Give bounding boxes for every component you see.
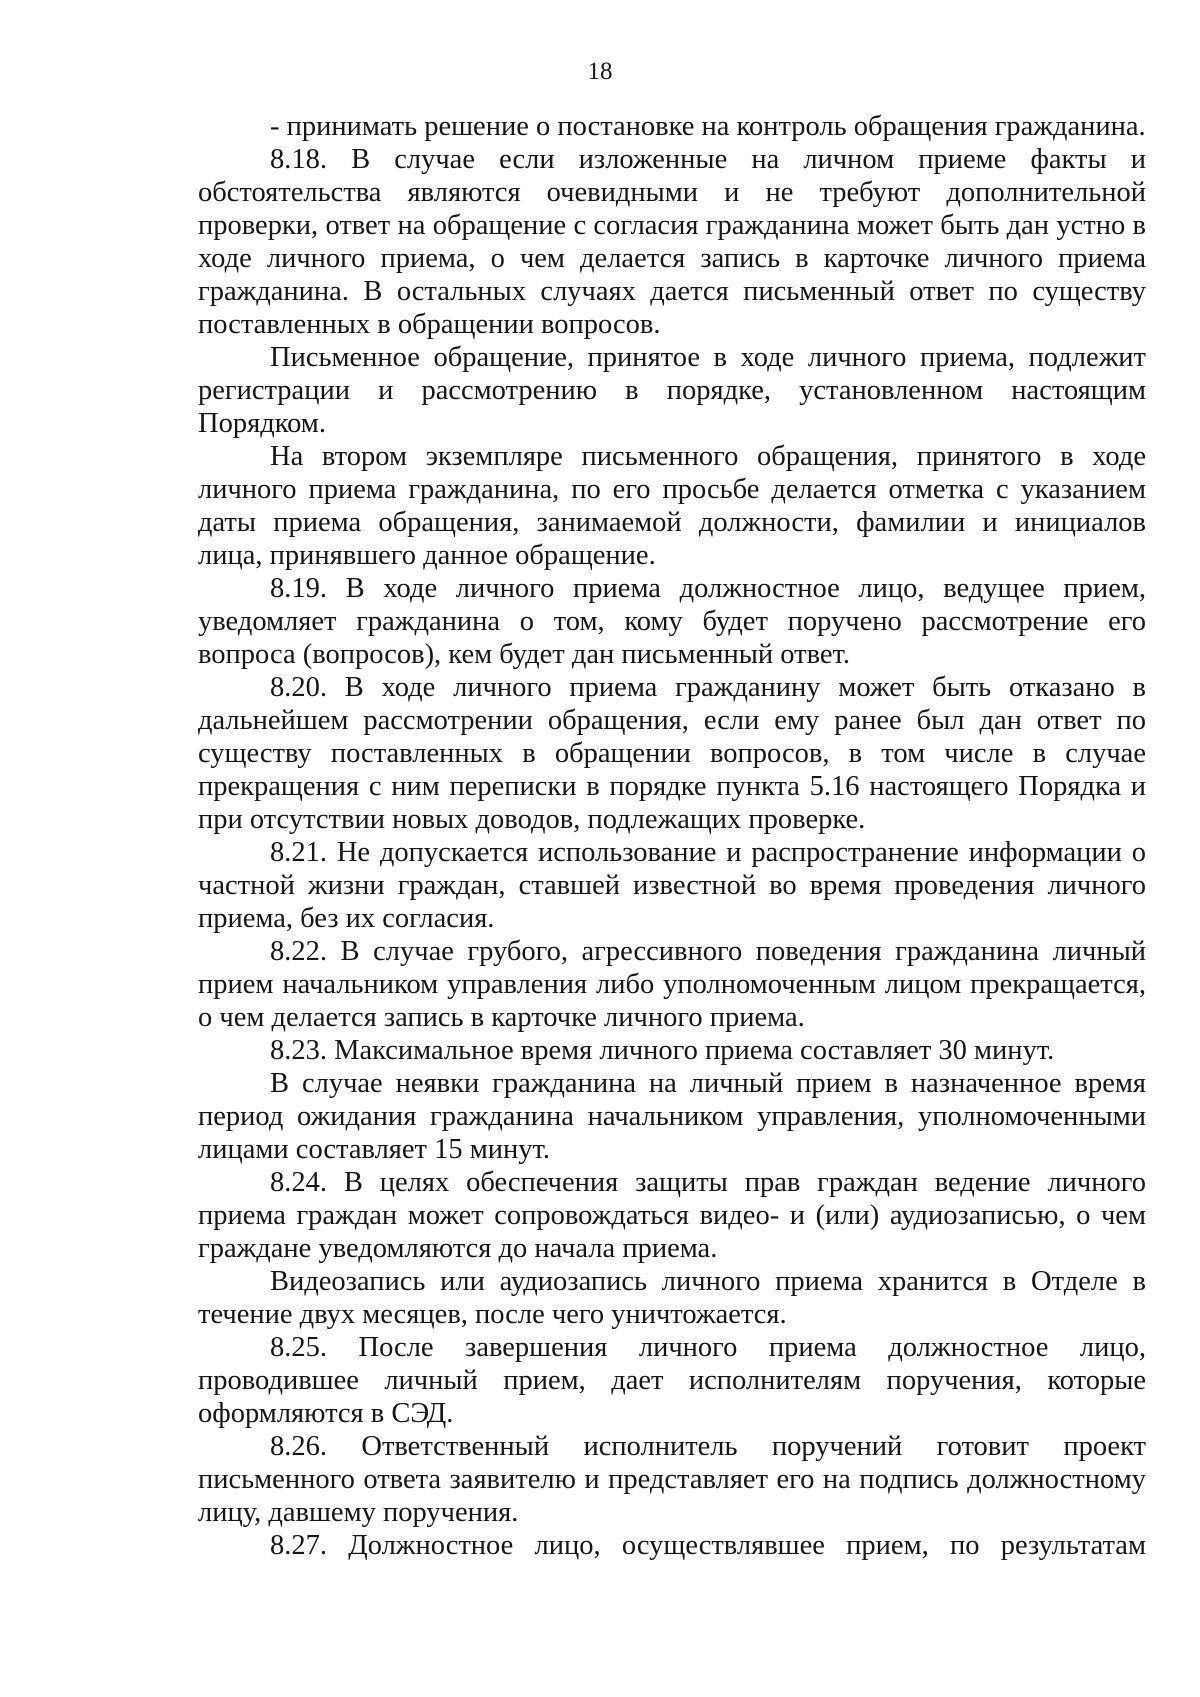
paragraph-3: Письменное обращение, принятое в ходе личного приема, подлежит регистрации и рассмотрению в порядке, установленном настоящим Порядком.	[198, 342, 1146, 439]
paragraph-13: 8.25. После завершения личного приема должностное лицо, проводившее личный прием, дает исполнителям поручения, которые оформляются в СЭД.	[198, 1332, 1146, 1429]
paragraph-4: На втором экземпляре письменного обращения, принятого в ходе личного приема гражданина, по его просьбе делается отметка с указанием даты приема обращения, занимаемой должности, фамилии и инициалов лица, принявшего данное обращение.	[198, 441, 1146, 571]
paragraph-2: 8.18. В случае если изложенные на личном приеме факты и обстоятельства являются очевидными и не требуют дополнительной проверки, ответ на обращение с согласия гражданина может быть дан устно в ходе личного приема, о чем делается запись в карточке личного приема гражданина. В остальных случаях дается письменный ответ по существу поставленных в обращении вопросов.	[198, 144, 1146, 340]
paragraph-9: 8.23. Максимальное время личного приема составляет 30 минут.	[270, 1035, 1055, 1066]
paragraph-5: 8.19. В ходе личного приема должностное лицо, ведущее прием, уведомляет гражданина о том, кому будет поручено рассмотрение его вопроса (вопросов), кем будет дан письменный ответ.	[198, 573, 1146, 670]
paragraph-11: 8.24. В целях обеспечения защиты прав граждан ведение личного приема граждан может сопровождаться видео- и (или) аудиозаписью, о чем граждане уведомляются до начала приема.	[198, 1167, 1146, 1264]
paragraph-12: Видеозапись или аудиозапись личного приема хранится в Отделе в течение двух месяцев, после чего уничтожается.	[198, 1266, 1146, 1330]
paragraph-7: 8.21. Не допускается использование и распространение информации о частной жизни граждан, ставшей известной во время проведения личного приема, без их согласия.	[198, 837, 1146, 934]
document-body	[198, 110, 1146, 1562]
paragraph-10: В случае неявки гражданина на личный прием в назначенное время период ожидания гражданина начальником управления, уполномоченными лицами составляет 15 минут.	[198, 1068, 1146, 1165]
paragraph-1: - принимать решение о постановке на контроль обращения гражданина.	[270, 111, 1146, 142]
page-number: 18	[587, 58, 613, 85]
paragraph-15: 8.27. Должностное лицо, осуществлявшее прием, по результатам	[270, 1530, 1146, 1561]
paragraph-6: 8.20. В ходе личного приема гражданину может быть отказано в дальнейшем рассмотрении обращения, если ему ранее был дан ответ по существу поставленных в обращении вопросов, в том числе в случае прекращения с ним переписки в порядке пункта 5.16 настоящего Порядка и при отсутствии новых доводов, подлежащих проверке.	[198, 672, 1146, 835]
paragraph-8: 8.22. В случае грубого, агрессивного поведения гражданина личный прием начальником управления либо уполномоченным лицом прекращается, о чем делается запись в карточке личного приема.	[198, 936, 1146, 1033]
paragraph-14: 8.26. Ответственный исполнитель поручений готовит проект письменного ответа заявителю и представляет его на подпись должностному лицу, давшему поручения.	[198, 1431, 1146, 1528]
